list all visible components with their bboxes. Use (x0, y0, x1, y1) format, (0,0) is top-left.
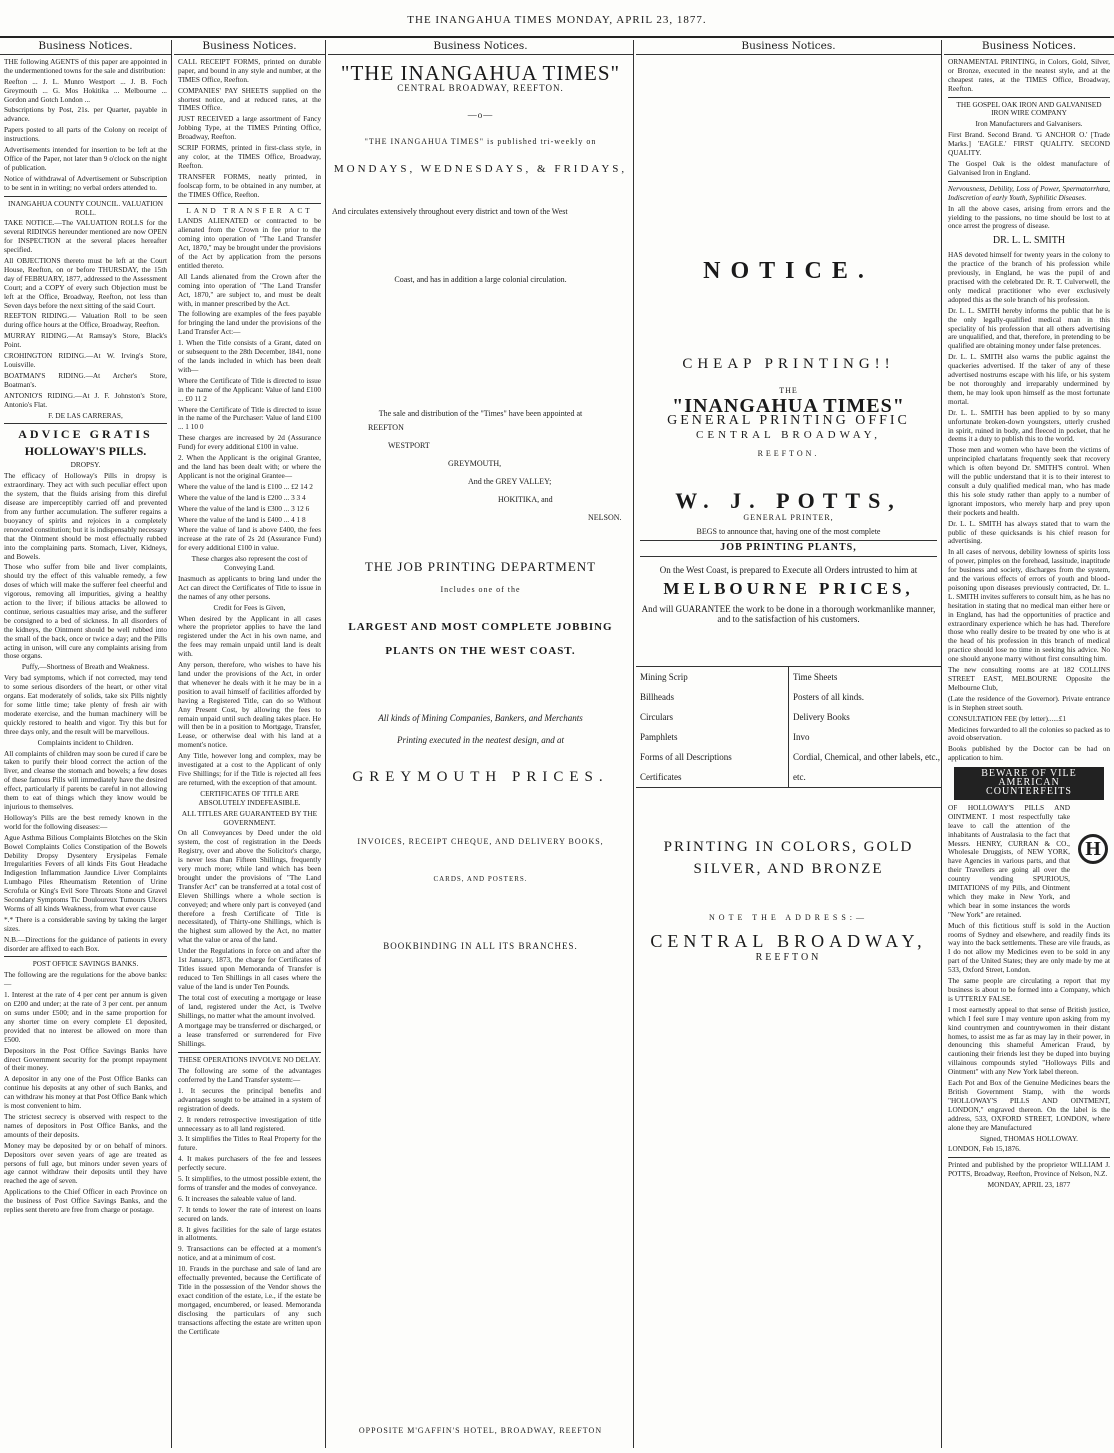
subscription-text: Subscriptions by Post, 21s. per Quarter, payable in advance. (4, 105, 167, 124)
central-broadway-1: CENTRAL BROADWAY, (696, 429, 881, 442)
land-transfer-heading: LAND TRANSFER ACT (186, 205, 313, 215)
town-nelson: NELSON. (588, 513, 622, 523)
breath-text: Very bad symptoms, which if not corrected, may tend to some serious disorders of the heart, or other vital organs. Eat moderately of solids, take six Pills nightly for some little time; take plenty of fresh air with moderate exercise, and the human machinery will be quickly restored to health and vigor. Try this but for three days only, and the result will be marvellous. (4, 673, 167, 736)
dr-smith-heading: DR. L. L. SMITH (992, 235, 1066, 247)
jobbing-type-ad: JUST RECEIVED a large assortment of Fancy Jobbing Type, at the TIMES Printing Office, Broadway, Reefton. (178, 114, 321, 142)
riding-antonio: ANTONIO'S RIDING.—At J. F. Johnston's Store, Antonio's Flat. (4, 390, 167, 409)
objections-text: All OBJECTIONS thereto must be left at the Court House, Reefton, on or before THURSDAY, the 15th day of FEBRUARY, 1877, addressed to the Assessment Court; and a COPY of every such Objection must be left at the Office, Broadway, Reefton, not less than Seven days before the next sitting of the said Court. (4, 256, 167, 310)
cheap-printing-heading: CHEAP PRINTING!! (682, 355, 895, 372)
gospel-oak-note: The Gospel Oak is the oldest manufacture of Galvanised Iron in England. (948, 158, 1110, 177)
regulations-text: Under the Regulations in force on and after the 1st January, 1873, the charge for Certificates of Titles issued upon Memoranda of Transfer is reduced to Ten Shillings in all cases where the value of the land is under Ten Pounds. (178, 946, 321, 991)
begs-text: BEGS to announce that, having one of the most complete (696, 527, 881, 537)
dropsy-text: The efficacy of Holloway's Pills in dropsy is extraordinary. They act with such peculiar effect upon the system, that the fluids arising from this direful disease are imperceptibly carried off and prevented from any further accumulation. The sufferer regains a buoyancy of spirits and rejoices in a completely renovated constitution; but it is indispensably necessary that the Ointment should be most effectually rubbed into the complaining parts. Stomach, Liver, Kidneys, and Bowels. (4, 471, 167, 561)
fees-4: These charges are increased by 2d (Assurance Fund) for every additional £100 in value. (178, 433, 321, 452)
advice-heading: ADVICE GRATIS (18, 427, 153, 442)
column-header: Business Notices. (944, 40, 1114, 55)
savings-rule-6: Applications to the Chief Officer in each Province on the business of Post Office Savings Banks, and the replies sent thereto are free from charge or postage. (4, 1187, 167, 1215)
conveyances-text: On all Conveyances by Deed under the old system, the cost of registration in the Deeds Registry, over and above the Solicitor's charge, is never less than Fifteen Shillings, frequently very much more; while land which has been brought under the provisions of "The Land Transfer Act" can be transferred at a total cost of Eleven Shillings where a whole section is conveyed; and where only part is conveyed (and therefore a fresh Certificate of Title is necessitated), of Thirty-one Shillings, which is the highest sum allowed by the Act, no matter what the value or area of the land. (178, 828, 321, 945)
savings-rule-2: Depositors in the Post Office Savings Banks have direct Government security for the prompt repayment of their money. (4, 1045, 167, 1073)
town-reefton: REEFTON (368, 423, 404, 433)
posting-text: Papers posted to all parts of the Colony on receipt of instructions. (4, 125, 167, 144)
job-printing-heading: THE JOB PRINTING DEPARTMENT (364, 559, 597, 575)
savings-rule-1: 1. Interest at the rate of 4 per cent per annum is given on £200 and under; at the rate of 3 per cent. per annum on sums under £500; and in the same proportion for any shorter time on every complete £1 deposited, provided that no interest be allowed on more than £500. (4, 990, 167, 1044)
appeal-text: I most earnestly appeal to that sense of British justice, which I feel sure I may venture upon asking from my kind countrymen and countrywomen in their distant homes, to assist me as far as may lay in their power, in denouncing this shameful American Fraud, by cautioning their friends lest they be duped into buying villainous compounds styled "Holloways Pills and Ointment" with any New York label thereon. (948, 1004, 1110, 1077)
ornamental-printing-ad: ORNAMENTAL PRINTING, in Colors, Gold, Silver, or Bronze, executed in the neatest style, and at the cheapest rates, at the TIMES Office, Broadway, Reefton. (948, 56, 1110, 93)
divider (948, 181, 1110, 182)
divider (178, 203, 321, 204)
fees-2: Where the Certificate of Title is directed to issue in the name of the Applicant: Value of land £100 ... £0 11 2 (178, 375, 321, 403)
column-header: Business Notices. (174, 40, 325, 55)
masthead (0, 0, 1114, 38)
product-list (636, 666, 941, 788)
advantage-10: 10. Frauds in the purchase and sale of land are effectually prevented, because the Certificate of Title in the possession of the Vendor shows the exact condition of the estate, i.e., if the estate be mortgaged, encumbered, or leased. Memoranda disclosing the particulars of any such transactions affecting the estate are written upon the Certificate (178, 1264, 321, 1336)
consulting-rooms: The new consulting rooms are at 182 COLLINS STREET EAST, MELBOURNE Opposite the Melbourne Club, (948, 665, 1110, 692)
the-label: THE (779, 385, 798, 395)
consultation-fee: CONSULTATION FEE (by letter)......£1 (948, 713, 1067, 723)
gospel-oak-subheading: Iron Manufacturers and Galvanisers. (975, 119, 1083, 129)
potts-name: W. J. POTTS, (675, 488, 902, 514)
no-delay-heading: THESE OPERATIONS INVOLVE NO DELAY. (178, 1055, 321, 1065)
directions-note: N.B.—Directions for the guidance of patients in every disorder are affixed to each Box. (4, 934, 167, 953)
advantage-5: 5. It simplifies, to the utmost possible extent, the forms of transfer and the modes of conveyance. (178, 1174, 321, 1192)
conveying-note: These charges also represent the cost of Conveying Land. (191, 554, 308, 573)
valuation-notice: TAKE NOTICE.—The VALUATION ROLLS for the several RIDINGS hereunder mentioned are now OPEN for INSPECTION at the several places hereafter specified. (4, 218, 167, 255)
fees-7: Where the value of the land is £200 ... 3 3 4 (178, 492, 306, 502)
receipt-forms-ad: CALL RECEIPT FORMS, printed on durable paper, and bound in any style and number, at the TIMES Office, Reefton. (178, 56, 321, 84)
divider (4, 956, 167, 957)
town-westport: WESTPORT (388, 441, 430, 451)
fees-1: 1. When the Title consists of a Grant, dated on or subsequent to the 28th December, 1841, none of the lands included in which has been dealt with— (178, 338, 321, 374)
agents-notice: THE following AGENTS of this paper are appointed in the undermentioned towns for the sale and distribution: (4, 56, 167, 75)
children-text: All complaints of children may soon be cured if care be taken to purify their blood correct the action of the liver, and cleanse the stomach and bowels; a few doses of these famous Pills will immediately have the desired effect, particularly if parents be careful in not allowing them to eat of things which they know would be injurious to themselves. (4, 748, 167, 811)
publication-days: MONDAYS, WEDNESDAYS, & FRIDAYS, (333, 162, 628, 175)
diseases-list: Ague Asthma Bilious Complaints Blotches on the Skin Bowel Complaints Colics Constipation of the Bowels Debility Dropsy Dysentery Erysipelas Female Irregularities Fevers of all kinds Fits Gout Headache Indigestion Inflammation Jaundice Liver Complaints Lumbago Piles Rheumatism Retention of Urine Scrofula or King's Evil Sore Throats Stone and Gravel Secondary Symptoms Tic Douloureux Tumours Ulcers Worms of all kinds Weakness, from what ever cause (4, 832, 167, 913)
divider (640, 540, 937, 541)
imprint-text: Printed and published by the proprietor WILLIAM J. POTTS, Broadway, Reefton, Province of Nelson, N.Z. (948, 1160, 1110, 1179)
withdrawal-text: Notice of withdrawal of Advertisement or Subscription to be sent in in writing; no verbal orders attended to. (4, 173, 167, 192)
column-header: Business Notices. (0, 40, 171, 55)
smith-text-1: HAS devoted himself for twenty years in the colony to the practice of the branch of his profession while previously, in England, he was the pupil of and practised with the celebrated Dr. R. T. Culverwell, the only medical practitioner who ever exclusively adopted this as the sole branch of his profession. (948, 250, 1110, 304)
medicines-forwarded: Medicines forwarded to all the colonies so packed as to avoid observation. (948, 724, 1110, 743)
column-4 (636, 40, 942, 1448)
scrip-forms-ad: SCRIP FORMS, printed in first-class style, in any color, at the TIMES Office, Broadway, Reefton. (178, 143, 321, 170)
town-grey-valley: And the GREY VALLEY; (468, 477, 552, 487)
books-published: Books published by the Doctor can be had on application to him. (948, 744, 1110, 763)
column-2 (174, 40, 326, 1448)
pay-sheets-ad: COMPANIES' PAY SHEETS supplied on the shortest notice, and at reduced rates, at the TIMES Office. (178, 85, 321, 113)
fees-3: Where the Certificate of Title is directed to issue in the name of the Purchaser: Value of land £100 ... 1 10 0 (178, 404, 321, 432)
west-coast-text: On the West Coast, is prepared to Execute all Orders intrusted to him at (659, 564, 918, 575)
colors-gold-text: PRINTING IN COLORS, GOLD SILVER, AND BRONZE (663, 838, 914, 877)
opposite-hotel-text: OPPOSITE M'GAFFIN'S HOTEL, BROADWAY, REEFTON (358, 1426, 603, 1436)
above-cases-text: In all the above cases, arising from errors and the yielding to the passions, no time should be lost to at once arrest the progress of disease. (948, 203, 1110, 231)
london-date: LONDON, Feb 15,1876. (948, 1144, 1021, 1154)
circulation-text: And circulates extensively throughout every district and town of the West (332, 207, 568, 217)
any-title-text: Any Title, however long and complex, may be investigated at a cost to the Applicant of only Five Shillings; for if the Title is rejected all fees are returned, with the exception of that amount. (178, 751, 321, 787)
imprint-date: MONDAY, APRIL 23, 1877 (987, 1180, 1071, 1190)
divider (4, 423, 167, 424)
savings-rule-5: Money may be deposited by or on behalf of minors. Depositors over seven years of age are treated as persons of full age, but minors under seven years of age cannot withdraw their deposits until they have reached the age of seven. (4, 1140, 167, 1186)
savings-rule-3: A depositor in any one of the Post Office Banks can continue his deposits at any other of such Banks, and can withdraw his money at that Post Office Bank which is most convenient to him. (4, 1074, 167, 1111)
published-text: "THE INANGAHUA TIMES" is published tri-weekly on (364, 136, 597, 146)
divider (948, 1157, 1110, 1158)
fees-9: Where the value of the land is £400 ... 4 1 8 (178, 514, 306, 524)
mortgage-transfer-text: A mortgage may be transferred or discharged, or a lease transferred or surrendered for Five Shillings. (178, 1021, 321, 1049)
general-printing-office: GENERAL PRINTING OFFIC (667, 412, 910, 428)
divider (640, 556, 937, 557)
divider (178, 1052, 321, 1053)
agents-list: Reefton ... J. L. Munro Westport ... J. B. Foch Greymouth ... G. Mos Hokitika ... Melbourne ... Gordon and Gotch London ... (4, 76, 167, 104)
job-printing-plants: JOB PRINTING PLANTS, (720, 542, 857, 554)
product-labels: Cordial, Chemical, and other labels, etc., etc. (793, 751, 940, 782)
mortgage-cost-text: The total cost of executing a mortgage or lease of land, registered under the Act, is Twelve Shillings, no matter what the amount involved. (178, 992, 321, 1020)
any-person-text: Any person, therefore, who wishes to have his land under the provisions of the Act, in order that whenever he deals with it he may be in a position to avail himself of facilities afforded by having a Registered Title, can do so Without Any Present Cost, by allowing the fees to remain unpaid until such dealing takes place. He will then be in a position to Mortgage, Transfer, Lease, or otherwise deal with his land at a moment's notice. (178, 660, 321, 750)
greymouth-prices: GREYMOUTH PRICES. (352, 769, 609, 786)
riding-reefton: REEFTON RIDING.— Valuation Roll to be seen during office hours at the Office, Broadway, Reefton. (4, 311, 167, 330)
divider (948, 97, 1110, 98)
smith-text-3: Dr. L. L. SMITH also warns the public against the quackeries advertised. If the taker of any of these advertised nostrums escape with his life, or his system be not thoroughly and irreparably undermined by them, he may look upon himself as the most fortunate mortal. (948, 352, 1110, 406)
bile-text: Those who suffer from bile and liver complaints, should try the effect of this valuable remedy, a few doses of which will make the sufferer feel cheerful and vigorous, removing all impurities, giving a healthy action to the liver; if bilious attacks be allowed to continue, serious casualties may arise, and the sufferer be consigned to a bed of sickness. In all disorders of the kidneys, the Ointment should be well rubbed into the small of the back, once or twice a day; and the Pills acting in unison, will cure any complaints arising from those organs. (4, 562, 167, 661)
circulation-text-2: Coast, and has in addition a large colonial circulation. (394, 275, 567, 285)
product-posters: Posters of all kinds. (793, 691, 864, 702)
smith-text-7: In all cases of nervous, debility lowness of spirits loss of power, pimples on the forehead, lassitude, inaptitude for business and society, discharges from the system, and the various effects of errors of youth and blood-poisoning upon diseases previously contracted, Dr. L. L. SMITH invites sufferers to consult him, as he has no hesitation in stating that no medical man either here or in England, has had the opportunities of practice and extraordinary experience which he has had. Therefore those who really desire to be treated by one who is at the head of his profession in this branch of medical practice should lose no time in seeking his advice. No one should anyone marry without first consulting him. (948, 547, 1110, 664)
holloway-warning (948, 804, 1110, 920)
town-hokitika: HOKITIKA, and (498, 495, 553, 505)
paper-address: CENTRAL BROADWAY, REEFTON. (397, 82, 564, 93)
product-list-right (788, 667, 941, 787)
advantage-4: 4. It makes purchasers of the fee and lessees perfectly secure. (178, 1154, 321, 1173)
column-3 (328, 40, 634, 1448)
savings-heading: POST OFFICE SAVINGS BANKS. (32, 959, 139, 969)
general-printer: GENERAL PRINTER, (743, 513, 834, 523)
product-invo: Invo (793, 731, 810, 742)
notice-banner: NOTICE. (703, 257, 874, 284)
holloway-warning-text: OF HOLLOWAY'S PILLS AND OINTMENT. I most respectfully take leave to call the attention of the inhabitants of Australasia to the fact that Messrs. HENRY, CURRAN & CO., Wholesale Druggists, of NEW YORK, have Agencies in various parts, and that their Travellers are going all over the country vending SPURIOUS, IMITATIONS of my Pills, and Ointment which they make in New York, and which bear in some instances the words "New York" are retained. (948, 802, 1070, 919)
diseases-intro: Holloway's Pills are the best remedy known in the world for the following diseases:— (4, 812, 167, 831)
advertisement-text: Advertisements intended for insertion to be left at the Office of the Paper, not later than 9 o'clock on the night of publication. (4, 145, 167, 172)
smith-text-4: Dr. L. L. SMITH has been applied to by so many unfortunate broken-down youngsters, utterly crushed in spirit, ruined in body, and fleeced in pocket, that he deems it a duty to publish this to the world. (948, 407, 1110, 444)
product-certificates: Certificates (640, 771, 682, 782)
riding-crohington: CROHINGTON RIDING.—At W. Irving's Store, Louisville. (4, 351, 167, 369)
guaranteed-heading: ALL TITLES ARE GUARANTEED BY THE GOVERNMENT. (181, 808, 318, 827)
land-text-1: LANDS ALIENATED or contracted to be alienated from the Crown in fee prior to the coming into operation of "The Land Transfer Act, 1870," may be brought under the provisions of the Act by application from the persons entitled thereto. (178, 216, 321, 270)
holloway-logo-icon: H (1078, 834, 1108, 864)
divider (4, 196, 167, 197)
company-report-text: The same people are circulating a report that my business is about to be formed into a Company, which is UTTERLY FALSE. (948, 976, 1110, 1003)
product-time-sheets: Time Sheets (793, 671, 838, 682)
advantage-7: 7. It tends to lower the rate of interest on loans secured on lands. (178, 1204, 321, 1223)
holloway-signature: Signed, THOMAS HOLLOWAY. (980, 1133, 1078, 1143)
beware-banner: BEWARE OF VILE AMERICAN COUNTERFEITS (954, 767, 1104, 800)
fees-6: Where the value of the land is £100 ... £2 14 2 (178, 481, 313, 491)
product-mining-scrip: Mining Scrip (640, 671, 688, 682)
column-header: Business Notices. (328, 40, 633, 55)
transfer-forms-ad: TRANSFER FORMS, neatly printed, in foolscap form, to be obtained in any number, at the TIMES Office, Reefton. (178, 171, 321, 199)
brands-text: First Brand. Second Brand. 'G ANCHOR O.' [Trade Marks.] 'EAGLE.' FIRST QUALITY. SECOND QUALITY. (948, 130, 1110, 158)
certificates-heading: CERTIFICATES OF TITLE ARE ABSOLUTELY INDEFEASIBLE. (198, 788, 301, 807)
cards-posters-text: CARDS, AND POSTERS. (433, 875, 528, 884)
product-billheads: Billheads (640, 691, 674, 702)
column-header: Business Notices. (636, 40, 941, 55)
advantage-3: 3. It simplifies the Titles to Real Property for the future. (178, 1134, 321, 1153)
bookbinding-text: BOOKBINDING IN ALL ITS BRANCHES. (383, 940, 578, 951)
smith-text-2: Dr. L. L. SMITH hereby informs the public that he is the only legally-qualified medical man in this speciality of his profession that all others advertising are unqualified, and that, therefore, in pretending to be qualified are obtaining money under false pretences. (948, 305, 1110, 351)
all-kinds-text: All kinds of Mining Companies, Bankers, and Merchants (378, 713, 583, 724)
product-delivery-books: Delivery Books (793, 711, 850, 722)
council-heading: INANGAHUA COUNTY COUNCIL. VALUATION ROLL. (7, 198, 164, 217)
fees-5: 2. When the Applicant is the original Grantee, and the land has been dealt with; or where the Applicant is not the original Grantee— (178, 453, 321, 480)
dropsy-heading: DROPSY. (70, 460, 101, 470)
advantage-9: 9. Transactions can be effected at a moment's notice, and at a minimum of cost. (178, 1244, 321, 1263)
land-text-2: All Lands alienated from the Crown after the coming into operation of "The Land Transfer Act, 1870," are subject to, and must be dealt with, in manner prescribed by the Act. (178, 271, 321, 308)
advantage-2: 2. It renders retrospective investigation of title unnecessary as to all land registered. (178, 1114, 321, 1133)
advantages-intro: The following are some of the advantages conferred by the Land Transfer system:— (178, 1066, 321, 1084)
smith-text-5: Those men and women who have been the victims of unprincipled charlatans frequently seek that recovery which is often beyond Dr. SMITH'S control. When will the public understand that it is to their interest to consult a duly qualified medical man, who has made this his sole study rather than apply to a number of ignorant impostors, who merely harp and prey upon their pockets and health. (948, 445, 1110, 517)
product-circulars: Circulars (640, 711, 673, 722)
column-1 (0, 40, 172, 1448)
fees-8: Where the value of the land is £300 ... 3 12 6 (178, 503, 310, 513)
nervousness-heading: Nervousness, Debility, Loss of Power, Spermatorrhœa, Indiscretion of early Youth, Syphilitic Diseases. (948, 183, 1110, 202)
central-broadway-2: CENTRAL BROADWAY, (650, 930, 927, 951)
advantage-6: 6. It increases the saleable value of land. (178, 1193, 297, 1203)
fees-10: Where the value of land is above £400, the fees increase at the rate of 2s 2d (Assurance Fund) for every additional £100 in value. (178, 525, 321, 553)
genuine-text: Each Pot and Box of the Genuine Medicines bears the British Government Stamp, with the words "HOLLOWAY'S PILLS AND OINTMENT, LONDON," engraved thereon. On the label is the address, 533, OXFORD STREET, LONDON, where alone they are Manufactured (948, 1078, 1110, 1132)
breath-heading: Puffy,—Shortness of Breath and Weakness. (21, 662, 150, 672)
signature: F. DE LAS CARRERAS, (48, 410, 123, 420)
advantage-1: 1. It secures the principal benefits and advantages sought to be attained in a system of registration of deeds. (178, 1085, 321, 1113)
reefton-2: REEFTON (755, 951, 822, 963)
gospel-oak-heading: THE GOSPEL OAK IRON AND GALVANISED IRON WIRE COMPANY (956, 99, 1102, 118)
reefton-1: REEFTON. (757, 449, 820, 459)
product-pamphlets: Pamphlets (640, 731, 678, 742)
late-residence: (Late the residence of the Governor). Private entrance is in Stephen street south. (948, 693, 1110, 712)
guarantee-text: And will GUARANTEE the work to be done in a thorough workmanlike manner, and to the satisfaction of his customers. (641, 603, 936, 624)
riding-murray: MURRAY RIDING.—At Ramsay's Store, Black's Point. (4, 331, 167, 350)
column-5 (944, 40, 1114, 1448)
savings-intro: The following are the regulations for the above banks:— (4, 970, 167, 989)
savings-rule-4: The strictest secrecy is observed with respect to the names of depositors in Post Office Banks, and the amounts of their deposits. (4, 1111, 167, 1139)
town-greymouth: GREYMOUTH, (448, 459, 502, 469)
holloway-heading: HOLLOWAY'S PILLS. (24, 444, 147, 459)
applicants-note: Inasmuch as applicants to bring land under the Act can direct the Certificates of Title to issue in the names of any other persons. (178, 573, 321, 601)
smith-text-6: Dr. L. L. SMITH has always stated that to warn the public of these quicksands is his chief reason for advertising. (948, 518, 1110, 546)
credit-text: When desired by the Applicant in all cases where the proprietor applies to have the land registered under the Act in his own name, and the fees may remain unpaid until land is dealt with. (178, 613, 321, 659)
times-title: "INANGAHUA TIMES" (672, 394, 905, 417)
note-address-text: NOTE THE ADDRESS:— (709, 912, 868, 922)
children-heading: Complaints incident to Children. (37, 737, 134, 747)
invoices-text: INVOICES, RECEIPT CHEQUE, AND DELIVERY BOOKS, (357, 837, 604, 847)
advantage-8: 8. It gives facilities for the sale of large estates in allotments. (178, 1224, 321, 1243)
melbourne-prices: MELBOURNE PRICES, (663, 578, 914, 598)
riding-boatman: BOATMAN'S RIDING.—At Archer's Store, Boatman's. (4, 370, 167, 389)
sale-intro: The sale and distribution of the "Times" have been appointed at (378, 409, 583, 419)
saving-note: *.* There is a considerable saving by taking the larger sizes. (4, 914, 167, 933)
ornament: —o— (467, 109, 494, 120)
fictitious-stuff-text: Much of this fictitious stuff is sold in the Auction rooms of Sydney and elsewhere, and readily finds its way into the back settlements. These are vile frauds, as I do not allow my Medicines even to be sold in any part of the United States; they are only made by me at 533, Oxford Street, London. (948, 920, 1110, 975)
product-list-left (636, 667, 788, 787)
paper-title: "THE INANGAHUA TIMES" (340, 60, 621, 85)
largest-plant-text: LARGEST AND MOST COMPLETE JOBBING PLANTS ON THE WEST COAST. (348, 621, 613, 658)
credit-heading: Credit for Fees is Given, (213, 602, 286, 612)
fees-intro: The following are examples of the fees payable for bringing the land under the provisions of the Land Transfer Act:— (178, 309, 321, 337)
masthead-title: THE INANGAHUA TIMES MONDAY, APRIL 23, 1877. (407, 14, 707, 26)
includes-text: Includes one of the (440, 585, 521, 595)
printing-executed-text: Printing executed in the neatest design, and at (397, 735, 564, 746)
product-forms: Forms of all Descriptions (640, 751, 732, 762)
